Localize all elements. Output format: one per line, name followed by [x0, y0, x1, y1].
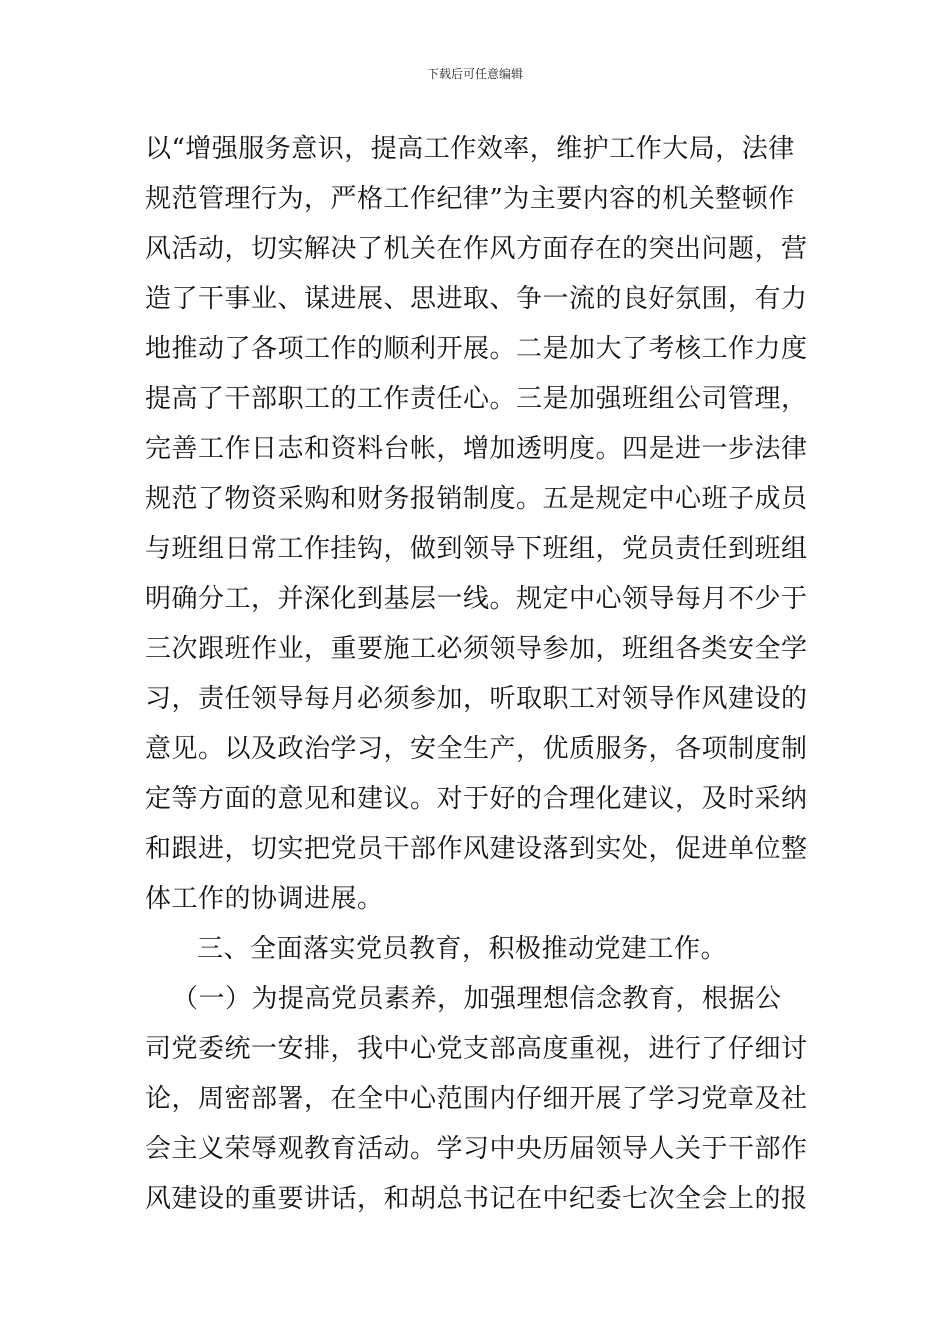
body-line: 明确分工，并深化到基层一线。规定中心领导每月不少于 — [145, 584, 808, 614]
body-line: 以“增强服务意识，提高工作效率，维护工作大局，法律 — [145, 134, 795, 164]
body-line: 地推动了各项工作的顺利开展。二是加大了考核工作力度 — [145, 334, 808, 364]
body-line: 和跟进，切实把党员干部作风建设落到实处，促进单位整 — [145, 834, 808, 864]
body-line: 造了干事业、谋进展、思进取、争一流的良好氛围，有力 — [145, 284, 808, 314]
body-line: 习，责任领导每月必须参加，听取职工对领导作风建设的 — [145, 684, 808, 714]
section-heading: 三、全面落实党员教育，积极推动党建工作。 — [197, 934, 728, 964]
body-line: 司党委统一安排，我中心党支部高度重视，进行了仔细讨 — [145, 1034, 808, 1064]
body-line: 规范管理行为，严格工作纪律”为主要内容的机关整顿作 — [145, 184, 795, 214]
body-line: 意见。以及政治学习，安全生产，优质服务，各项制度制 — [145, 734, 808, 764]
body-line: 论，周密部署，在全中心范围内仔细开展了学习党章及社 — [145, 1084, 808, 1114]
body-line: 三次跟班作业，重要施工必须领导参加，班组各类安全学 — [145, 634, 808, 664]
body-line: 定等方面的意见和建议。对于好的合理化建议，及时采纳 — [145, 784, 808, 814]
body-line: 规范了物资采购和财务报销制度。五是规定中心班子成员 — [145, 484, 808, 514]
body-line: 风活动，切实解决了机关在作风方面存在的突出问题，营 — [145, 234, 808, 264]
subsection-line: （一）为提高党员素养，加强理想信念教育，根据公 — [172, 984, 782, 1014]
body-line: 会主义荣辱观教育活动。学习中央历届领导人关于干部作 — [145, 1134, 808, 1164]
page-header-note: 下载后可任意编辑 — [426, 67, 523, 81]
body-line: 与班组日常工作挂钩，做到领导下班组，党员责任到班组 — [145, 534, 808, 564]
body-line: 风建设的重要讲话，和胡总书记在中纪委七次全会上的报 — [145, 1184, 808, 1214]
body-line: 完善工作日志和资料台帐，增加透明度。四是进一步法律 — [145, 434, 808, 464]
body-line: 提高了干部职工的工作责任心。三是加强班组公司管理， — [145, 384, 808, 414]
body-line: 体工作的协调进展。 — [145, 884, 384, 914]
